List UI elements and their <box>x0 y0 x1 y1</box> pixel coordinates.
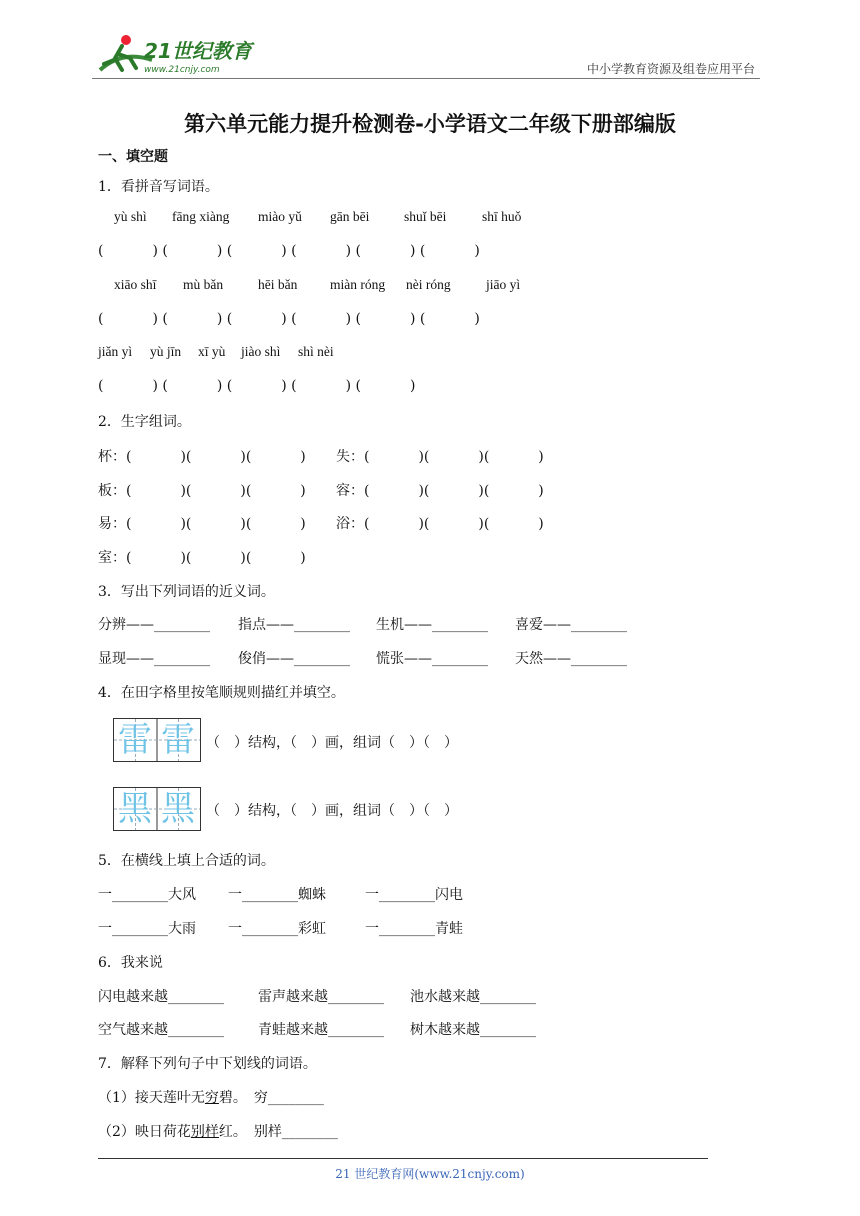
underlined-word: 穷 <box>204 1090 219 1106</box>
fill-item[interactable]: 闪电越来越________ <box>98 989 224 1005</box>
trace-char: 黑 <box>118 789 152 829</box>
underlined-word: 别样 <box>190 1124 219 1140</box>
synonym-item[interactable]: 慌张——________ <box>376 651 488 667</box>
pinyin-item: jiāo yì <box>486 277 521 292</box>
footer-divider <box>98 1158 708 1159</box>
pinyin-item: jiǎn yì <box>98 344 133 359</box>
fill-item[interactable]: 一________闪电 <box>365 887 463 903</box>
site-logo <box>92 30 267 80</box>
answer-blanks[interactable]: ( )( )( ) <box>364 516 544 532</box>
fill-item[interactable]: 一________彩虹 <box>228 921 326 937</box>
fill-item[interactable]: 雷声越来越________ <box>258 989 384 1005</box>
fill-item[interactable]: 池水越来越________ <box>410 989 536 1005</box>
trace-char: 雷 <box>161 720 195 760</box>
char-label: 易： <box>98 516 126 532</box>
pinyin-item: xī yù <box>198 344 226 359</box>
synonym-item[interactable]: 显现——________ <box>98 651 210 667</box>
header-platform-text: 中小学教育资源及组卷应用平台 <box>586 62 755 76</box>
pinyin-item: yù jīn <box>150 344 182 359</box>
answer-blanks[interactable]: ( ) ( ) ( ) ( ) ( ) <box>98 378 416 394</box>
answer-blanks[interactable]: ( )( )( ) <box>126 516 306 532</box>
q4-label: 4．在田字格里按笔顺规则描红并填空。 <box>98 685 345 701</box>
pinyin-item: mù bǎn <box>183 277 224 292</box>
q6-label: 6．我来说 <box>98 955 163 971</box>
char-label: 室： <box>98 550 126 566</box>
fill-item[interactable]: 一________大雨 <box>98 921 196 937</box>
q7-sentence-1[interactable]: （1）接天莲叶无穷碧。 穷________ <box>98 1090 324 1106</box>
answer-blanks[interactable]: ( ) ( ) ( ) ( ) ( ) ( ) <box>98 243 480 259</box>
pinyin-item: yù shì <box>114 209 147 224</box>
pinyin-item: shī huǒ <box>482 209 522 224</box>
answer-blanks[interactable]: ( )( )( ) <box>126 449 306 465</box>
synonym-item[interactable]: 喜爱——________ <box>515 617 627 633</box>
pinyin-item: miàn róng <box>330 277 386 292</box>
fill-item[interactable]: 一________大风 <box>98 887 196 903</box>
section-heading: 一、填空题 <box>98 149 168 165</box>
runner-logo-icon <box>92 30 267 80</box>
svg-text:21世纪教育: 21世纪教育 <box>144 39 252 63</box>
q2-label: 2．生字组词。 <box>98 414 191 430</box>
pinyin-item: hēi bǎn <box>258 277 298 292</box>
char-label: 容： <box>336 483 364 499</box>
q7-label: 7．解释下列句子中下划线的词语。 <box>98 1056 317 1072</box>
pinyin-item: fāng xiàng <box>172 209 230 224</box>
char-label: 浴： <box>336 516 364 532</box>
answer-blanks[interactable]: ( ) ( ) ( ) ( ) ( ) ( ) <box>98 311 480 327</box>
q7-sentence-2[interactable]: （2）映日荷花别样红。 别样________ <box>98 1124 338 1140</box>
answer-blanks[interactable]: ( )( )( ) <box>364 449 544 465</box>
char-label: 杯： <box>98 449 126 465</box>
tianzige-grid <box>113 718 201 762</box>
fill-item[interactable]: 一________蜘蛛 <box>228 887 326 903</box>
trace-char: 雷 <box>118 720 152 760</box>
synonym-item[interactable]: 天然——________ <box>515 651 627 667</box>
q4-fill-text[interactable]: （ ）结构，（ ）画，组词（ ）（ ） <box>206 803 458 819</box>
q5-label: 5．在横线上填上合适的词。 <box>98 853 275 869</box>
footer-link[interactable]: 21 世纪教育网(www.21cnjy.com) <box>335 1167 525 1181</box>
fill-item[interactable]: 一________青蛙 <box>365 921 463 937</box>
char-label: 板： <box>98 483 126 499</box>
q4-fill-text[interactable]: （ ）结构，（ ）画，组词（ ）（ ） <box>206 735 458 751</box>
answer-blanks[interactable]: ( )( )( ) <box>364 483 544 499</box>
synonym-item[interactable]: 生机——________ <box>376 617 488 633</box>
pinyin-item: jiào shì <box>241 344 281 359</box>
pinyin-item: xiāo shī <box>114 277 157 292</box>
pinyin-item: shì nèi <box>298 344 334 359</box>
fill-item[interactable]: 空气越来越________ <box>98 1022 224 1038</box>
answer-blanks[interactable]: ( )( )( ) <box>126 483 306 499</box>
pinyin-item: miào yǔ <box>258 209 302 224</box>
synonym-item[interactable]: 俊俏——________ <box>238 651 350 667</box>
svg-text:www.21cnjy.com: www.21cnjy.com <box>144 65 220 75</box>
fill-item[interactable]: 树木越来越________ <box>410 1022 536 1038</box>
synonym-item[interactable]: 分辨——________ <box>98 617 210 633</box>
char-label: 失： <box>336 449 364 465</box>
q1-label: 1．看拼音写词语。 <box>98 179 219 195</box>
q3-label: 3．写出下列词语的近义词。 <box>98 584 275 600</box>
pinyin-item: nèi róng <box>406 277 451 292</box>
synonym-item[interactable]: 指点——________ <box>238 617 350 633</box>
fill-item[interactable]: 青蛙越来越________ <box>258 1022 384 1038</box>
header-divider <box>92 78 760 79</box>
pinyin-item: gān bēi <box>330 209 370 224</box>
tianzige-grid <box>113 787 201 831</box>
pinyin-item: shuǐ bēi <box>404 209 447 224</box>
answer-blanks[interactable]: ( )( )( ) <box>126 550 306 566</box>
trace-char: 黑 <box>161 789 195 829</box>
page-title: 第六单元能力提升检测卷-小学语文二年级下册部编版 <box>184 112 676 136</box>
